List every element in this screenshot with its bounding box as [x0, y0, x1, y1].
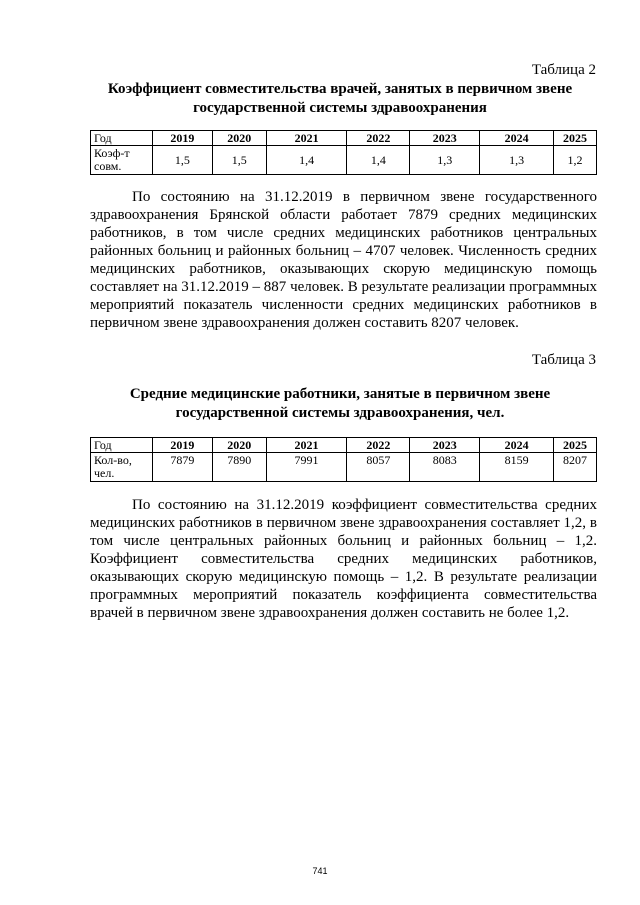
table3-value-cell: 8057: [347, 453, 410, 482]
table2-caption: Таблица 2: [531, 62, 596, 78]
table2: [90, 130, 597, 175]
table3-value-cell: 7991: [266, 453, 347, 482]
table2-value-cell: 1,5: [212, 146, 266, 175]
table3: [90, 437, 597, 482]
table3-value-cell: 8207: [554, 453, 597, 482]
table3-value-cell: 8159: [480, 453, 554, 482]
table2-value-cell: 1,5: [152, 146, 212, 175]
table2-year-cell: 2024: [480, 131, 554, 146]
table2-year-cell: 2022: [347, 131, 410, 146]
table2-header-row: [91, 131, 597, 146]
table3-caption: Таблица 3: [531, 352, 596, 368]
table2-title: Коэффициент совместительства врачей, занятых в первичном звене государственной системы здравоохранения: [107, 81, 573, 116]
table2-header-label: Год: [91, 131, 153, 146]
paragraph-nurses-count: По состоянию на 31.12.2019 в первичном звене государственного здравоохранения Брянской области работает 7879 средних медицинских работников, в том числе средних медицинских работников центральных районных больниц и районных больниц – 4707 человек. Численность средних медицинских работников, оказывающих скорую медицинскую помощь составляет на 31.12.2019 – 887 человек. В результате реализации программных мероприятий показатель численности средних медицинских работников в первичном звене здравоохранения должен составить 8207 человек.: [90, 189, 597, 331]
table3-year-cell: 2020: [212, 438, 266, 453]
table3-header-row: [91, 438, 597, 453]
table2-value-cell: 1,2: [554, 146, 597, 175]
table2-value-cell: 1,4: [266, 146, 347, 175]
table3-year-cell: 2021: [266, 438, 347, 453]
table2-year-cell: 2019: [152, 131, 212, 146]
table3-year-cell: 2023: [410, 438, 480, 453]
table3-value-cell: 8083: [410, 453, 480, 482]
table3-value-cell: 7890: [212, 453, 266, 482]
table2-value-cell: 1,4: [347, 146, 410, 175]
paragraph-coefficient: По состоянию на 31.12.2019 коэффициент совместительства средних медицинских работников в первичном звене здравоохранения составляет 1,2, в том числе центральных районных больниц и районных больниц – 1,2. Коэффициент совместительства средних медицинских работников, оказывающих скорую медицинскую помощь – 1,2. В результате реализации программных мероприятий показатель коэффициента совместительства врачей в первичном звене здравоохранения должен составить не более 1,2.: [90, 497, 597, 621]
table3-header-label: Год: [91, 438, 153, 453]
table3-year-cell: 2024: [480, 438, 554, 453]
table2-year-cell: 2021: [266, 131, 347, 146]
table2-year-cell: 2023: [410, 131, 480, 146]
page-number: 741: [312, 866, 328, 876]
table2-year-cell: 2020: [212, 131, 266, 146]
table2-value-row: [91, 146, 597, 175]
table3-year-cell: 2025: [554, 438, 597, 453]
table3-row-label: Кол-во, чел.: [91, 453, 153, 482]
table2-value-cell: 1,3: [480, 146, 554, 175]
table3-year-cell: 2022: [347, 438, 410, 453]
table2-year-cell: 2025: [554, 131, 597, 146]
table3-year-cell: 2019: [152, 438, 212, 453]
table3-title: Средние медицинские работники, занятые в первичном звене государственной системы здравоохранения, чел.: [129, 386, 551, 421]
table2-row-label: Коэф-т совм.: [91, 146, 153, 175]
table2-value-cell: 1,3: [410, 146, 480, 175]
table3-value-row: [91, 453, 597, 482]
table3-value-cell: 7879: [152, 453, 212, 482]
